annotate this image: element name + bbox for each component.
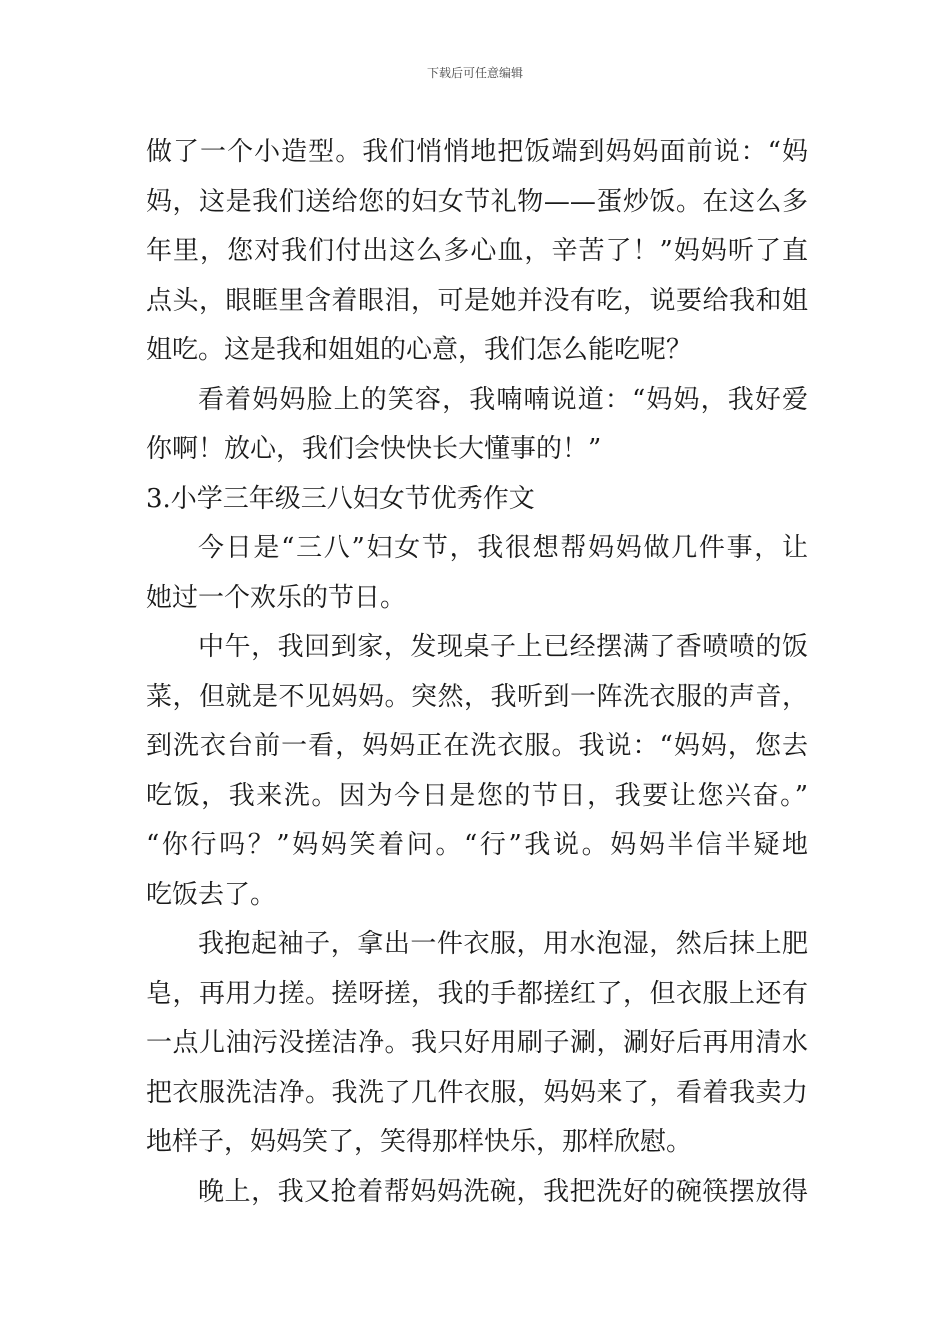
text-line: 她过一个欢乐的节日。 (146, 582, 407, 613)
section-heading: 3.小学三年级三八妇女节优秀作文 (146, 483, 535, 514)
text-line: 地样子，妈妈笑了，笑得那样快乐，那样欣慰。 (146, 1127, 693, 1157)
text-line: 皂，再用力搓。搓呀搓，我的手都搓红了，但衣服上还有 (146, 978, 808, 1009)
text-line: 点头，眼眶里含着眼泪，可是她并没有吃，说要给我和姐 (146, 285, 808, 316)
text-line: 菜，但就是不见妈妈。突然，我听到一阵洗衣服的声音， (146, 681, 808, 712)
text-line: 中午，我回到家，发现桌子上已经摆满了香喷喷的饭 (198, 632, 808, 662)
text-line: 姐吃。这是我和姐姐的心意，我们怎么能吃呢？ (146, 335, 693, 365)
text-line: 晚上，我又抢着帮妈妈洗碗，我把洗好的碗筷摆放得 (198, 1176, 808, 1207)
text-line: 今日是“三八”妇女节，我很想帮妈妈做几件事，让 (198, 533, 808, 563)
text-line: 一点儿油污没搓洁净。我只好用刷子涮，涮好后再用清水 (146, 1028, 808, 1058)
text-line: 吃饭去了。 (146, 879, 277, 910)
page-header: 下载后可任意编辑 (426, 66, 523, 80)
text-line: 到洗衣台前一看，妈妈正在洗衣服。我说：“妈妈，您去 (146, 731, 808, 761)
text-line: 做了一个小造型。我们悄悄地把饭端到妈妈面前说：“妈 (146, 137, 808, 167)
essay-body (146, 128, 808, 1217)
text-line: 我抱起袖子，拿出一件衣服，用水泡湿，然后抹上肥 (198, 929, 808, 959)
text-line: 你啊！放心，我们会快快长大懂事的！” (146, 434, 602, 464)
text-line: 把衣服洗洁净。我洗了几件衣服，妈妈来了，看着我卖力 (146, 1077, 808, 1108)
text-line: 妈，这是我们送给您的妇女节礼物——蛋炒饭。在这么多 (146, 186, 808, 217)
text-line: 年里，您对我们付出这么多心血，辛苦了！”妈妈听了直 (146, 236, 808, 266)
text-line: “你行吗？”妈妈笑着问。“行”我说。妈妈半信半疑地 (146, 830, 808, 860)
text-line: 看着妈妈脸上的笑容，我喃喃说道：“妈妈，我好爱 (198, 384, 808, 415)
text-line: 吃饭，我来洗。因为今日是您的节日，我要让您兴奋。” (146, 780, 808, 811)
